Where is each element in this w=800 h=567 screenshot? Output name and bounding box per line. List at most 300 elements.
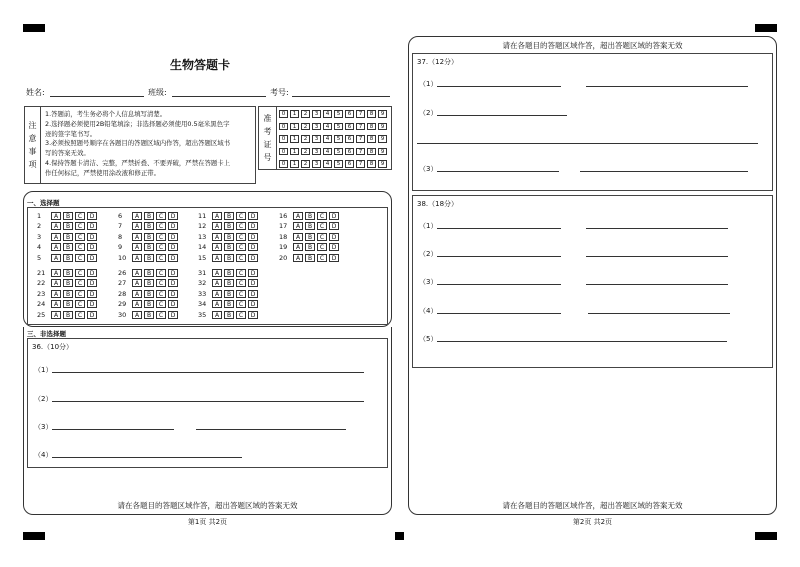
q38-answer-line[interactable] <box>437 341 727 342</box>
question-number: 32 <box>198 279 207 288</box>
option-bubble[interactable]: B <box>144 243 154 251</box>
admission-digit-bubble[interactable]: 3 <box>312 148 321 156</box>
option-bubble[interactable]: A <box>51 279 61 287</box>
option-bubble[interactable]: D <box>87 311 97 319</box>
option-bubble[interactable]: D <box>168 222 178 230</box>
q38-sub-3: （3） <box>419 278 438 286</box>
option-bubble[interactable]: A <box>212 300 222 308</box>
option-bubble[interactable]: D <box>248 254 258 262</box>
option-bubble[interactable]: B <box>224 254 234 262</box>
admission-digit-bubble[interactable]: 2 <box>301 160 310 168</box>
question-number: 21 <box>37 268 46 277</box>
question-number: 7 <box>118 222 123 231</box>
q36-header: 36.（10分） <box>32 343 74 351</box>
admission-digit-bubble[interactable]: 3 <box>312 135 321 143</box>
choice-question <box>198 232 260 241</box>
choice-question <box>279 222 341 231</box>
option-bubble[interactable]: C <box>236 279 246 287</box>
option-bubble[interactable]: A <box>293 243 303 251</box>
question-number: 2 <box>37 222 42 231</box>
registration-mark <box>755 532 777 540</box>
admission-digit-row <box>279 133 389 145</box>
option-bubble[interactable]: A <box>212 279 222 287</box>
option-bubble[interactable]: C <box>156 254 166 262</box>
option-bubble[interactable]: D <box>87 279 97 287</box>
choice-section-title: 一、选择题 <box>27 199 60 207</box>
admission-digit-bubble[interactable]: 6 <box>345 148 354 156</box>
name-label: 姓名: <box>26 88 45 97</box>
registration-mark <box>755 24 777 32</box>
admission-digit-bubble[interactable]: 3 <box>312 110 321 118</box>
q37-answer-line[interactable] <box>417 143 758 144</box>
question-number: 12 <box>198 222 207 231</box>
question-number: 3 <box>37 232 42 241</box>
admission-digit-bubble[interactable]: 1 <box>290 135 299 143</box>
option-bubble[interactable]: D <box>329 222 339 230</box>
nonchoice-section-title: 三、非选择题 <box>27 330 66 338</box>
question-number: 14 <box>198 243 207 252</box>
option-bubble[interactable]: C <box>317 212 327 220</box>
option-bubble[interactable]: A <box>293 212 303 220</box>
option-bubble[interactable]: C <box>75 300 85 308</box>
option-bubble[interactable]: A <box>132 300 142 308</box>
option-bubble[interactable]: D <box>87 243 97 251</box>
question-number: 26 <box>118 268 127 277</box>
option-bubble[interactable]: C <box>236 222 246 230</box>
option-bubble[interactable]: A <box>132 290 142 298</box>
option-bubble[interactable]: A <box>132 311 142 319</box>
option-bubble[interactable]: A <box>51 300 61 308</box>
admission-digit-row <box>279 145 389 157</box>
choice-question <box>37 279 99 288</box>
admission-digit-bubble[interactable]: 9 <box>378 123 387 131</box>
option-bubble[interactable]: D <box>248 300 258 308</box>
question-number: 28 <box>118 289 127 298</box>
choice-question <box>198 310 260 319</box>
admission-digit-bubble[interactable]: 1 <box>290 160 299 168</box>
q38-answer-line[interactable] <box>437 313 561 314</box>
option-bubble[interactable]: A <box>212 254 222 262</box>
option-bubble[interactable]: D <box>248 233 258 241</box>
q37-answer-line[interactable] <box>580 171 748 172</box>
question-number: 24 <box>37 300 46 309</box>
option-bubble[interactable]: C <box>156 279 166 287</box>
admission-digit-bubble[interactable]: 4 <box>323 110 332 118</box>
q37-answer-line[interactable] <box>437 171 559 172</box>
q36-sub-1: （1） <box>34 366 53 374</box>
admission-digit-bubble[interactable]: 7 <box>356 148 365 156</box>
choice-question <box>118 253 180 262</box>
option-bubble[interactable]: B <box>63 311 73 319</box>
admission-digit-bubble[interactable]: 4 <box>323 135 332 143</box>
option-bubble[interactable]: A <box>212 212 222 220</box>
option-bubble[interactable]: C <box>156 243 166 251</box>
admission-digit-bubble[interactable]: 0 <box>279 148 288 156</box>
q37-sub-1: （1） <box>419 80 438 88</box>
question-number: 31 <box>198 268 207 277</box>
q38-sub-5: （5） <box>419 335 438 343</box>
option-bubble[interactable]: B <box>63 233 73 241</box>
option-bubble[interactable]: C <box>75 254 85 262</box>
choice-question <box>198 268 260 277</box>
admission-digit-row <box>279 120 389 132</box>
admission-digit-bubble[interactable]: 9 <box>378 160 387 168</box>
option-bubble[interactable]: A <box>132 254 142 262</box>
option-bubble[interactable]: B <box>224 212 234 220</box>
choice-question <box>37 243 99 252</box>
name-input-line[interactable] <box>50 96 144 97</box>
option-bubble[interactable]: C <box>156 233 166 241</box>
admission-digit-bubble[interactable]: 8 <box>367 148 376 156</box>
q36-sub-4: （4） <box>34 451 53 459</box>
admission-digit-bubble[interactable]: 7 <box>356 135 365 143</box>
admission-digit-bubble[interactable]: 9 <box>378 135 387 143</box>
option-bubble[interactable]: A <box>212 233 222 241</box>
q38-answer-line[interactable] <box>437 284 561 285</box>
option-bubble[interactable]: B <box>63 300 73 308</box>
q38-answer-line[interactable] <box>437 256 561 257</box>
choice-question <box>37 253 99 262</box>
page-number-left: 第1页 共2页 <box>187 518 228 526</box>
option-bubble[interactable]: B <box>144 212 154 220</box>
choice-question <box>37 300 99 309</box>
option-bubble[interactable]: A <box>132 243 142 251</box>
option-bubble[interactable]: D <box>87 233 97 241</box>
option-bubble[interactable]: B <box>224 233 234 241</box>
admission-digit-bubble[interactable]: 6 <box>345 135 354 143</box>
admission-digit-bubble[interactable]: 7 <box>356 160 365 168</box>
option-bubble[interactable]: D <box>168 300 178 308</box>
option-bubble[interactable]: B <box>144 254 154 262</box>
q38-answer-line[interactable] <box>586 228 728 229</box>
option-bubble[interactable]: D <box>248 222 258 230</box>
q38-sub-1: （1） <box>419 222 438 230</box>
option-bubble[interactable]: C <box>75 279 85 287</box>
option-bubble[interactable]: D <box>248 279 258 287</box>
option-bubble[interactable]: D <box>248 212 258 220</box>
option-bubble[interactable]: C <box>156 269 166 277</box>
option-bubble[interactable]: B <box>63 279 73 287</box>
option-bubble[interactable]: C <box>75 269 85 277</box>
option-bubble[interactable]: A <box>51 222 61 230</box>
question-number: 1 <box>37 211 42 220</box>
admission-digit-bubble[interactable]: 4 <box>323 123 332 131</box>
option-bubble[interactable]: B <box>224 290 234 298</box>
option-bubble[interactable]: C <box>317 233 327 241</box>
option-bubble[interactable]: B <box>224 243 234 251</box>
option-bubble[interactable]: B <box>224 269 234 277</box>
notice-box <box>24 106 256 184</box>
option-bubble[interactable]: A <box>51 290 61 298</box>
option-bubble[interactable]: A <box>51 233 61 241</box>
question-number: 16 <box>279 211 288 220</box>
exam-no-label: 考号: <box>270 88 289 97</box>
option-bubble[interactable]: B <box>63 243 73 251</box>
question-number: 20 <box>279 253 288 262</box>
option-bubble[interactable]: C <box>236 269 246 277</box>
question-number: 9 <box>118 243 123 252</box>
option-bubble[interactable]: D <box>168 254 178 262</box>
option-bubble[interactable]: D <box>248 243 258 251</box>
option-bubble[interactable]: A <box>212 290 222 298</box>
option-bubble[interactable]: D <box>329 254 339 262</box>
option-bubble[interactable]: C <box>156 311 166 319</box>
admission-digit-bubble[interactable]: 0 <box>279 110 288 118</box>
admission-digit-bubble[interactable]: 2 <box>301 148 310 156</box>
option-bubble[interactable]: B <box>63 290 73 298</box>
q38-box <box>412 195 773 368</box>
admission-digit-bubble[interactable]: 9 <box>378 110 387 118</box>
option-bubble[interactable]: C <box>156 300 166 308</box>
q36-answer-line[interactable] <box>52 401 364 402</box>
option-bubble[interactable]: B <box>144 290 154 298</box>
option-bubble[interactable]: D <box>248 290 258 298</box>
question-number: 27 <box>118 279 127 288</box>
choice-question <box>118 222 180 231</box>
option-bubble[interactable]: B <box>224 279 234 287</box>
option-bubble[interactable]: A <box>212 243 222 251</box>
question-number: 30 <box>118 310 127 319</box>
option-bubble[interactable]: D <box>168 269 178 277</box>
option-bubble[interactable]: D <box>329 233 339 241</box>
option-bubble[interactable]: C <box>317 222 327 230</box>
option-bubble[interactable]: C <box>236 290 246 298</box>
option-bubble[interactable]: B <box>224 311 234 319</box>
option-bubble[interactable]: B <box>305 233 315 241</box>
option-bubble[interactable]: A <box>132 233 142 241</box>
option-bubble[interactable]: C <box>236 243 246 251</box>
admission-digit-bubble[interactable]: 8 <box>367 123 376 131</box>
admission-digit-bubble[interactable]: 7 <box>356 110 365 118</box>
option-bubble[interactable]: A <box>51 311 61 319</box>
admission-digit-bubble[interactable]: 4 <box>323 160 332 168</box>
admission-digit-bubble[interactable]: 1 <box>290 148 299 156</box>
admission-digit-bubble[interactable]: 0 <box>279 123 288 131</box>
option-bubble[interactable]: A <box>132 222 142 230</box>
admission-digit-bubble[interactable]: 5 <box>334 123 343 131</box>
admission-digit-bubble[interactable]: 6 <box>345 123 354 131</box>
class-input-line[interactable] <box>172 96 266 97</box>
admission-digit-bubble[interactable]: 7 <box>356 123 365 131</box>
admission-digit-bubble[interactable]: 4 <box>323 148 332 156</box>
option-bubble[interactable]: B <box>63 269 73 277</box>
option-bubble[interactable]: B <box>144 233 154 241</box>
choice-question <box>118 300 180 309</box>
registration-mark <box>23 532 45 540</box>
admission-digit-bubble[interactable]: 3 <box>312 123 321 131</box>
option-bubble[interactable]: C <box>236 254 246 262</box>
option-bubble[interactable]: C <box>75 243 85 251</box>
option-bubble[interactable]: D <box>87 254 97 262</box>
q37-answer-line[interactable] <box>586 86 748 87</box>
option-bubble[interactable]: C <box>236 212 246 220</box>
option-bubble[interactable]: C <box>75 290 85 298</box>
admission-digit-bubble[interactable]: 1 <box>290 123 299 131</box>
q36-answer-line[interactable] <box>52 372 364 373</box>
admission-digit-bubble[interactable]: 2 <box>301 123 310 131</box>
option-bubble[interactable]: B <box>144 311 154 319</box>
option-bubble[interactable]: D <box>168 290 178 298</box>
choice-question <box>37 211 99 220</box>
admission-digit-bubble[interactable]: 6 <box>345 160 354 168</box>
option-bubble[interactable]: C <box>236 300 246 308</box>
option-bubble[interactable]: B <box>224 222 234 230</box>
option-bubble[interactable]: A <box>212 222 222 230</box>
question-number: 4 <box>37 243 42 252</box>
question-number: 34 <box>198 300 207 309</box>
warning-text-right: 请在各题目的答题区域作答，超出答题区域的答案无效 <box>502 501 683 510</box>
option-bubble[interactable]: D <box>248 269 258 277</box>
question-number: 25 <box>37 310 46 319</box>
option-bubble[interactable]: D <box>87 269 97 277</box>
admission-digit-bubble[interactable]: 1 <box>290 110 299 118</box>
admission-digit-bubble[interactable]: 5 <box>334 148 343 156</box>
option-bubble[interactable]: B <box>224 300 234 308</box>
option-bubble[interactable]: B <box>63 254 73 262</box>
admission-digit-bubble[interactable]: 8 <box>367 135 376 143</box>
choice-question <box>118 310 180 319</box>
question-number: 19 <box>279 243 288 252</box>
option-bubble[interactable]: A <box>293 254 303 262</box>
option-bubble[interactable]: D <box>329 212 339 220</box>
q38-answer-line[interactable] <box>586 284 728 285</box>
option-bubble[interactable]: A <box>132 269 142 277</box>
admission-digit-bubble[interactable]: 5 <box>334 135 343 143</box>
option-bubble[interactable]: A <box>132 212 142 220</box>
option-bubble[interactable]: C <box>317 243 327 251</box>
option-bubble[interactable]: D <box>87 290 97 298</box>
question-number: 15 <box>198 253 207 262</box>
warning-text-left: 请在各题目的答题区域作答，超出答题区域的答案无效 <box>117 501 298 510</box>
admission-digit-bubble[interactable]: 2 <box>301 110 310 118</box>
option-bubble[interactable]: D <box>87 222 97 230</box>
q36-answer-line[interactable] <box>52 457 242 458</box>
admission-digit-bubble[interactable]: 0 <box>279 160 288 168</box>
q37-sub-2: （2） <box>419 109 438 117</box>
q37-answer-line[interactable] <box>437 115 567 116</box>
admission-number-grid <box>258 106 392 170</box>
q36-answer-line[interactable] <box>52 429 174 430</box>
question-number: 5 <box>37 253 42 262</box>
option-bubble[interactable]: D <box>168 212 178 220</box>
registration-mark <box>395 532 404 540</box>
option-bubble[interactable]: B <box>63 212 73 220</box>
option-bubble[interactable]: C <box>75 212 85 220</box>
option-bubble[interactable]: B <box>305 243 315 251</box>
option-bubble[interactable]: C <box>156 222 166 230</box>
option-bubble[interactable]: B <box>63 222 73 230</box>
option-bubble[interactable]: D <box>87 212 97 220</box>
option-bubble[interactable]: C <box>75 311 85 319</box>
q38-answer-line[interactable] <box>586 256 728 257</box>
choice-question <box>198 279 260 288</box>
option-bubble[interactable]: D <box>329 243 339 251</box>
option-bubble[interactable]: C <box>156 290 166 298</box>
option-bubble[interactable]: D <box>87 300 97 308</box>
question-number: 17 <box>279 222 288 231</box>
option-bubble[interactable]: D <box>168 243 178 251</box>
option-bubble[interactable]: C <box>236 311 246 319</box>
option-bubble[interactable]: B <box>305 212 315 220</box>
option-bubble[interactable]: A <box>212 311 222 319</box>
q37-answer-line[interactable] <box>437 86 561 87</box>
choice-question <box>198 300 260 309</box>
option-bubble[interactable]: B <box>305 254 315 262</box>
notice-side-label: 注 意 事 项 <box>25 107 41 183</box>
admission-digit-bubble[interactable]: 3 <box>312 160 321 168</box>
question-number: 10 <box>118 253 127 262</box>
choice-question <box>118 289 180 298</box>
admission-digit-row <box>279 108 389 120</box>
admission-digit-bubble[interactable]: 2 <box>301 135 310 143</box>
option-bubble[interactable]: A <box>51 254 61 262</box>
q36-answer-line[interactable] <box>196 429 346 430</box>
q38-answer-line[interactable] <box>588 313 730 314</box>
option-bubble[interactable]: A <box>51 243 61 251</box>
choice-question <box>37 232 99 241</box>
admission-digit-bubble[interactable]: 8 <box>367 160 376 168</box>
admission-digit-bubble[interactable]: 0 <box>279 135 288 143</box>
option-bubble[interactable]: C <box>75 222 85 230</box>
choice-question <box>118 268 180 277</box>
question-number: 11 <box>198 211 207 220</box>
admission-digit-bubble[interactable]: 5 <box>334 160 343 168</box>
admission-digit-bubble[interactable]: 6 <box>345 110 354 118</box>
choice-question <box>37 310 99 319</box>
q36-sub-2: （2） <box>34 395 53 403</box>
option-bubble[interactable]: C <box>75 233 85 241</box>
option-bubble[interactable]: B <box>144 279 154 287</box>
option-bubble[interactable]: C <box>156 212 166 220</box>
q36-box <box>27 338 388 468</box>
q38-sub-2: （2） <box>419 250 438 258</box>
admission-side-label: 准 考 证 号 <box>259 107 277 169</box>
option-bubble[interactable]: A <box>132 279 142 287</box>
q37-header: 37.（12分） <box>417 58 459 66</box>
admission-digit-bubble[interactable]: 9 <box>378 148 387 156</box>
option-bubble[interactable]: B <box>144 269 154 277</box>
option-bubble[interactable]: B <box>144 222 154 230</box>
choice-question <box>279 232 341 241</box>
option-bubble[interactable]: A <box>212 269 222 277</box>
choice-question <box>198 222 260 231</box>
registration-mark <box>23 24 45 32</box>
option-bubble[interactable]: A <box>51 269 61 277</box>
q36-sub-3: （3） <box>34 423 53 431</box>
choice-question <box>118 243 180 252</box>
option-bubble[interactable]: D <box>168 279 178 287</box>
option-bubble[interactable]: A <box>293 233 303 241</box>
page-title: 生物答题卡 <box>169 58 230 72</box>
choice-question <box>37 222 99 231</box>
question-number: 23 <box>37 289 46 298</box>
admission-digit-bubble[interactable]: 5 <box>334 110 343 118</box>
option-bubble[interactable]: D <box>168 233 178 241</box>
option-bubble[interactable]: C <box>317 254 327 262</box>
admission-digit-bubble[interactable]: 8 <box>367 110 376 118</box>
question-number: 8 <box>118 232 123 241</box>
option-bubble[interactable]: B <box>305 222 315 230</box>
option-bubble[interactable]: A <box>293 222 303 230</box>
option-bubble[interactable]: D <box>248 311 258 319</box>
q38-answer-line[interactable] <box>437 228 561 229</box>
choice-question <box>279 211 341 220</box>
option-bubble[interactable]: C <box>236 233 246 241</box>
option-bubble[interactable]: B <box>144 300 154 308</box>
exam-no-input-line[interactable] <box>292 96 390 97</box>
option-bubble[interactable]: D <box>168 311 178 319</box>
option-bubble[interactable]: A <box>51 212 61 220</box>
